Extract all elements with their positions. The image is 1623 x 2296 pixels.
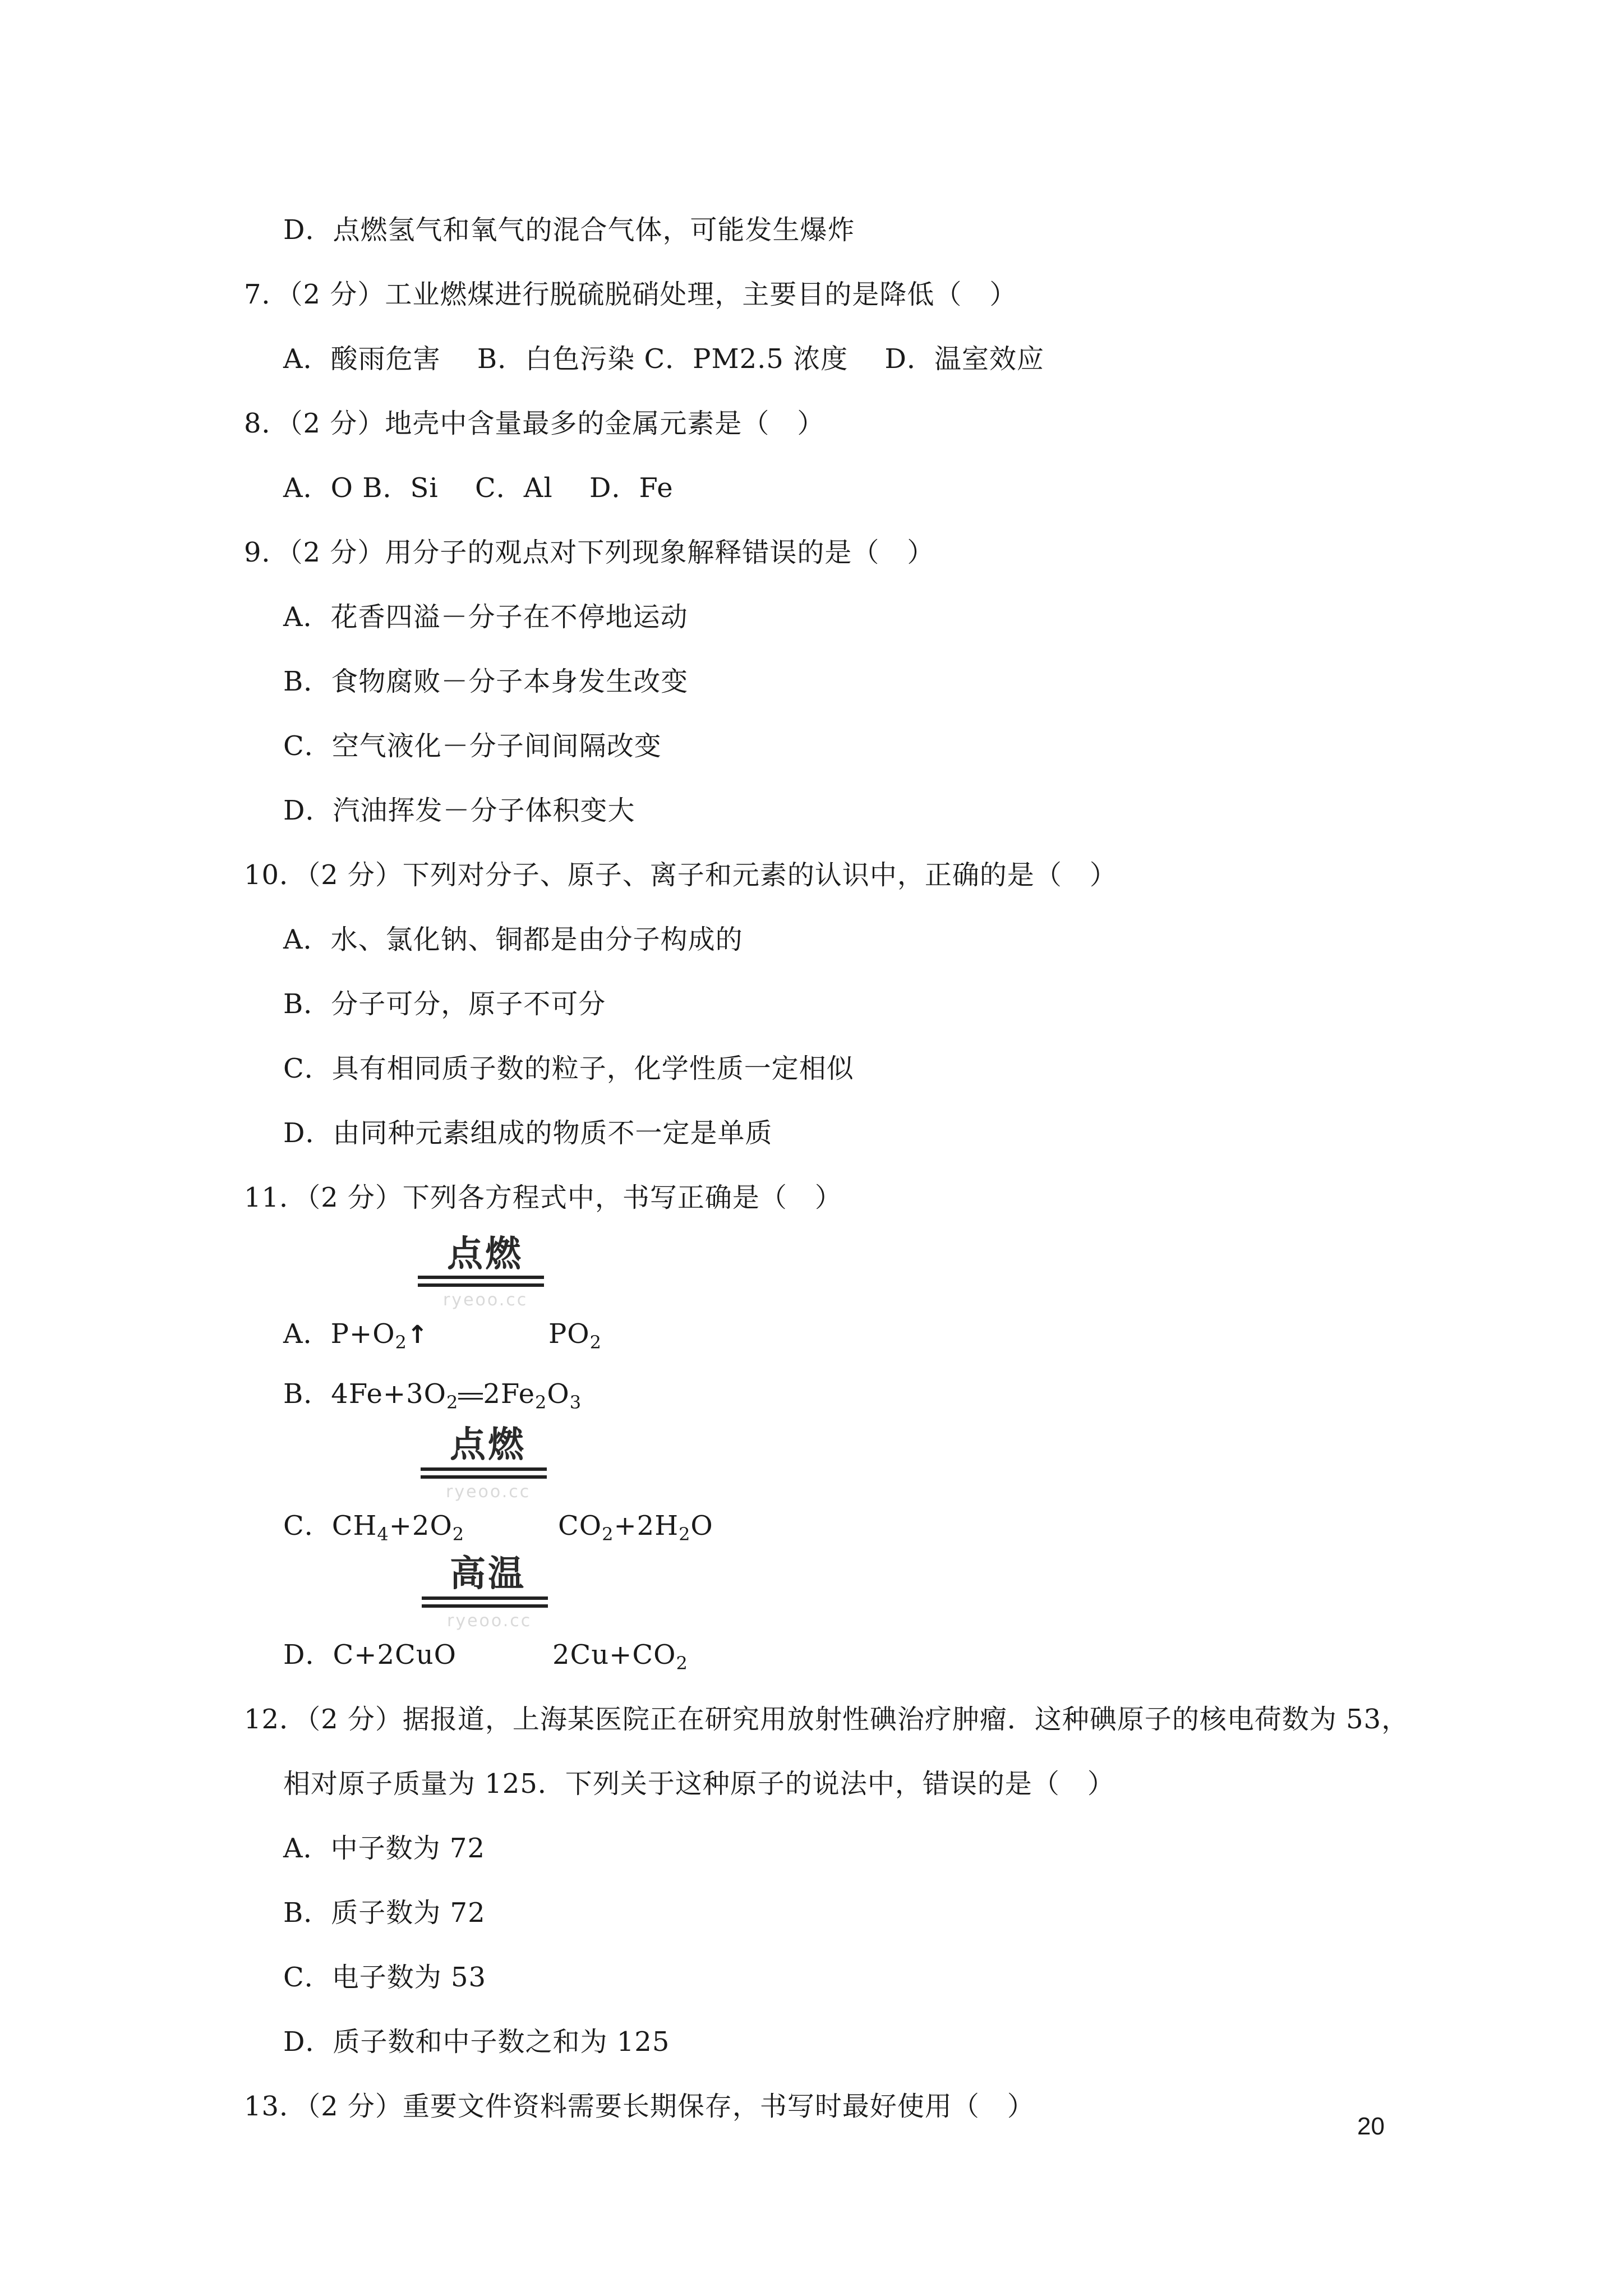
q10-option-c: C．具有相同质子数的粒子，化学性质一定相似 xyxy=(283,1053,854,1084)
eq-a-label: A． xyxy=(283,1318,331,1350)
q9-option-b: B．食物腐败－分子本身发生改变 xyxy=(283,666,689,697)
eq-d-reactants: C+2CuO xyxy=(333,1639,457,1671)
q13-stem: 13．（2 分）重要文件资料需要长期保存，书写时最好使用（ ） xyxy=(244,2091,1035,2122)
eq-c-product: CO xyxy=(558,1510,602,1542)
eq-c-sub: 4 xyxy=(377,1524,389,1545)
eq-b-product: 2Fe xyxy=(483,1378,535,1410)
eq-a-rhs: PO xyxy=(548,1318,590,1350)
eq-c-reactant: +2O xyxy=(389,1510,453,1542)
q9-option-d: D．汽油挥发－分子体积变大 xyxy=(283,795,635,826)
eq-d-bar-bottom xyxy=(422,1604,548,1608)
eq-a-condition: 点燃 xyxy=(447,1234,523,1275)
q11-option-d xyxy=(283,1638,457,1672)
q8-stem: 8．（2 分）地壳中含量最多的金属元素是（ ） xyxy=(244,408,825,439)
eq-b-sub: 3 xyxy=(569,1392,582,1413)
eq-b-reactants: 4Fe+3O xyxy=(331,1378,447,1410)
eq-d-bar-top xyxy=(422,1596,548,1600)
q9-stem: 9．（2 分）用分子的观点对下列现象解释错误的是（ ） xyxy=(244,537,935,568)
eq-b-sub: 2 xyxy=(535,1392,547,1413)
eq-c-product: +2H xyxy=(614,1510,679,1542)
q11-option-b xyxy=(283,1377,582,1411)
eq-d-condition: 高温 xyxy=(450,1553,526,1595)
eq-a-rhs-sub: 2 xyxy=(589,1332,602,1353)
eq-b-product-o: O xyxy=(547,1378,570,1410)
q11-option-a-product xyxy=(548,1317,602,1351)
eq-c-label: C． xyxy=(283,1510,332,1542)
eq-c-product: O xyxy=(690,1510,713,1542)
page-number: 20 xyxy=(1357,2113,1385,2140)
q12-option-d: D．质子数和中子数之和为 125 xyxy=(283,2026,670,2058)
q11-option-d-product xyxy=(552,1638,688,1672)
eq-c-bar-top xyxy=(421,1467,547,1471)
q7-options: A．酸雨危害 B．白色污染 C．PM2.5 浓度 D．温室效应 xyxy=(283,343,1044,375)
watermark: ryeoo.cc xyxy=(446,1482,531,1502)
q11-option-a xyxy=(283,1317,428,1351)
q10-stem: 10．（2 分）下列对分子、原子、离子和元素的认识中，正确的是（ ） xyxy=(244,859,1117,891)
watermark: ryeoo.cc xyxy=(447,1611,532,1631)
eq-d-sub: 2 xyxy=(676,1653,688,1674)
eq-a-bar-top xyxy=(418,1276,544,1279)
equals-sign-icon xyxy=(458,1393,483,1400)
q10-option-a: A．水、氯化钠、铜都是由分子构成的 xyxy=(283,924,743,955)
q6-option-d: D．点燃氢气和氧气的混合气体，可能发生爆炸 xyxy=(283,214,855,246)
eq-c-reactant: CH xyxy=(331,1510,377,1542)
eq-d-product: 2Cu+CO xyxy=(552,1639,676,1671)
eq-a-lhs-sub: 2 xyxy=(395,1332,407,1353)
eq-a-bar-bottom xyxy=(418,1283,544,1287)
q8-options: A．O B．Si C．Al D．Fe xyxy=(283,472,674,504)
eq-c-bar-bottom xyxy=(421,1475,547,1479)
eq-b-sub: 2 xyxy=(446,1392,459,1413)
eq-a-lhs: P+O xyxy=(330,1318,395,1350)
q10-option-d: D．由同种元素组成的物质不一定是单质 xyxy=(283,1117,773,1149)
gas-arrow-icon: ↑ xyxy=(407,1320,428,1349)
q11-stem: 11．（2 分）下列各方程式中，书写正确是（ ） xyxy=(244,1182,842,1213)
eq-d-label: D． xyxy=(283,1639,333,1671)
q12-option-c: C．电子数为 53 xyxy=(283,1962,487,1993)
eq-c-sub: 2 xyxy=(452,1524,465,1545)
q9-option-a: A．花香四溢－分子在不停地运动 xyxy=(283,601,688,633)
eq-c-condition: 点燃 xyxy=(450,1424,526,1466)
watermark: ryeoo.cc xyxy=(443,1290,528,1310)
q7-stem: 7．（2 分）工业燃煤进行脱硫脱硝处理，主要目的是降低（ ） xyxy=(244,279,1017,310)
q10-option-b: B．分子可分，原子不可分 xyxy=(283,988,606,1020)
q12-stem-line2: 相对原子质量为 125．下列关于这种原子的说法中，错误的是（ ） xyxy=(283,1768,1115,1800)
eq-c-sub: 2 xyxy=(679,1524,691,1545)
q12-option-a: A．中子数为 72 xyxy=(283,1833,486,1864)
eq-c-sub: 2 xyxy=(602,1524,614,1545)
q11-option-c xyxy=(283,1509,464,1543)
q12-option-b: B．质子数为 72 xyxy=(283,1897,486,1929)
q9-option-c: C．空气液化－分子间间隔改变 xyxy=(283,730,662,762)
q11-option-c-product xyxy=(558,1509,713,1543)
eq-b-label: B． xyxy=(283,1378,331,1410)
q12-stem-line1: 12．（2 分）据报道，上海某医院正在研究用放射性碘治疗肿瘤．这种碘原子的核电荷数为 53， xyxy=(244,1704,1409,1735)
